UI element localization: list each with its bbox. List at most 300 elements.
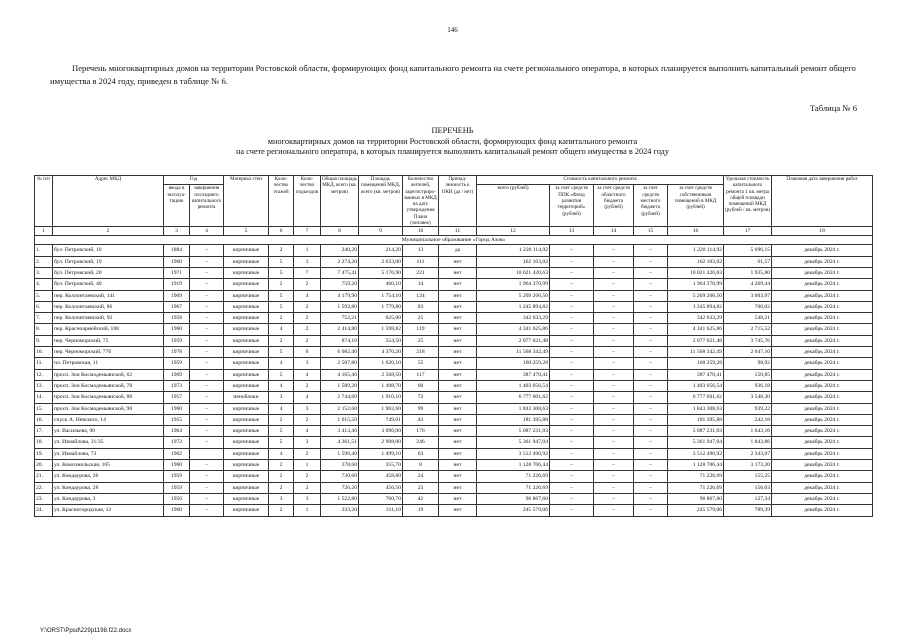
- cell-entrances: 2: [294, 279, 321, 290]
- cell-unit-cost: 4 269,44: [724, 279, 772, 290]
- cell-cost-total: 1 128 706,44: [477, 460, 550, 471]
- cell-cost-local: –: [634, 369, 668, 380]
- cell-address: ул. Измайлова, 31/35: [53, 437, 164, 448]
- cell-cost-total: 2 077 021,48: [477, 335, 550, 346]
- cell-floors: 4: [269, 403, 294, 414]
- cell-okn: нет: [439, 358, 477, 369]
- cell-cost-owners: 181 395,88: [668, 414, 724, 425]
- cell-cost-local: –: [634, 493, 668, 504]
- cell-total-area: 752,21: [321, 313, 359, 324]
- cell-floors: 5: [269, 437, 294, 448]
- header-premises-area: Площадь помещений МКД, всего (кв. метров): [359, 176, 403, 227]
- cell-cost-local: –: [634, 245, 668, 256]
- cell-entrances: 3: [294, 403, 321, 414]
- cell-year-repair: –: [190, 324, 224, 335]
- cell-walls: кирпичные: [224, 335, 269, 346]
- cell-address: ул. Комсомольская, 165: [53, 460, 164, 471]
- cell-cost-local: –: [634, 392, 668, 403]
- cell-cost-owners: 1 403 056,54: [668, 380, 724, 391]
- table-row: [35, 471, 873, 482]
- cell-cost-owners: 6 777 601,62: [668, 392, 724, 403]
- cell-okn: нет: [439, 437, 477, 448]
- cell-cost-regional: –: [594, 493, 634, 504]
- cell-cost-local: –: [634, 403, 668, 414]
- cell-unit-cost: 242,18: [724, 414, 772, 425]
- cell-cost-local: –: [634, 347, 668, 358]
- cell-cost-owners: 387 470,41: [668, 369, 724, 380]
- cell-num: 8.: [35, 324, 53, 335]
- cell-cost-owners: 1 843 308,63: [668, 403, 724, 414]
- cell-deadline: декабрь 2024 г.: [772, 437, 873, 448]
- table-row: [35, 290, 873, 301]
- cell-cost-local: –: [634, 256, 668, 267]
- cell-total-area: 378,60: [321, 460, 359, 471]
- cell-cost-local: –: [634, 267, 668, 278]
- cell-entrances: 1: [294, 245, 321, 256]
- cell-okn: нет: [439, 505, 477, 516]
- cell-entrances: 4: [294, 369, 321, 380]
- column-number-row: [35, 227, 873, 236]
- header-cost: Стоимость капитального ремонта: [477, 176, 724, 185]
- cell-deadline: декабрь 2024 г.: [772, 426, 873, 437]
- cell-cost-total: 1 403 056,54: [477, 380, 550, 391]
- cell-cost-owners: 342 633,29: [668, 313, 724, 324]
- cell-cost-owners: 4 341 625,86: [668, 324, 724, 335]
- cell-deadline: декабрь 2024 г.: [772, 448, 873, 459]
- cell-num: 21.: [35, 471, 53, 482]
- footer-path: Y:\ORST\Ppsd\229p1198.f22.docx: [40, 628, 132, 634]
- cell-total-area: 7 475,41: [321, 267, 359, 278]
- cell-okn: нет: [439, 414, 477, 425]
- cell-cost-owners: 1 128 706,44: [668, 460, 724, 471]
- cell-num: 13.: [35, 380, 53, 391]
- cell-walls: кирпичные: [224, 448, 269, 459]
- cell-walls: кирпичные: [224, 301, 269, 312]
- cell-okn: нет: [439, 267, 477, 278]
- cell-cost-owners: 160 259,28: [668, 358, 724, 369]
- cell-total-area: 759,20: [321, 279, 359, 290]
- cell-year-repair: [190, 448, 224, 459]
- cell-total-area: 1 592,80: [321, 301, 359, 312]
- cell-cost-fund: –: [550, 301, 594, 312]
- cell-floors: 4: [269, 358, 294, 369]
- cell-num: 1.: [35, 245, 53, 256]
- cell-deadline: декабрь 2024 г.: [772, 245, 873, 256]
- cell-total-area: 4 165,40: [321, 369, 359, 380]
- cell-deadline: декабрь 2024 г.: [772, 403, 873, 414]
- cell-residents: 14: [403, 279, 439, 290]
- cell-num: 19.: [35, 448, 53, 459]
- table-row: [35, 448, 873, 459]
- cell-walls: кирпичные: [224, 358, 269, 369]
- cell-premises-area: 4 370,20: [359, 347, 403, 358]
- cell-entrances: 2: [294, 448, 321, 459]
- cell-cost-regional: –: [594, 290, 634, 301]
- cell-num: 18.: [35, 437, 53, 448]
- cell-entrances: 4: [294, 392, 321, 403]
- cell-year-built: 1978: [164, 347, 190, 358]
- header-cost-total: всего (рублей): [477, 185, 550, 227]
- cell-year-repair: –: [190, 347, 224, 358]
- cell-floors: 2: [269, 471, 294, 482]
- cell-cost-regional: –: [594, 267, 634, 278]
- column-number: 4: [190, 227, 224, 236]
- cell-cost-regional: –: [594, 369, 634, 380]
- cell-okn: нет: [439, 426, 477, 437]
- cell-total-area: 2 507,80: [321, 358, 359, 369]
- section-row: [35, 236, 873, 245]
- cell-cost-regional: –: [594, 505, 634, 516]
- cell-cost-owners: 1 964 370,99: [668, 279, 724, 290]
- cell-walls: кирпичные: [224, 347, 269, 358]
- cell-unit-cost: 150,85: [724, 369, 772, 380]
- cell-residents: 111: [403, 256, 439, 267]
- cell-entrances: 2: [294, 313, 321, 324]
- cell-num: 4.: [35, 279, 53, 290]
- column-number: 7: [294, 227, 321, 236]
- cell-total-area: 1 015,50: [321, 414, 359, 425]
- cell-entrances: 2: [294, 471, 321, 482]
- cell-cost-fund: –: [550, 414, 594, 425]
- cell-cost-owners: 245 579,06: [668, 505, 724, 516]
- cell-year-built: 1960: [164, 460, 190, 471]
- table-row: [35, 369, 873, 380]
- cell-cost-local: –: [634, 414, 668, 425]
- cell-walls: кирпичные: [224, 482, 269, 493]
- cell-deadline: декабрь 2024 г.: [772, 482, 873, 493]
- cell-walls: кирпичные: [224, 493, 269, 504]
- cell-floors: 2: [269, 505, 294, 516]
- cell-residents: 218: [403, 347, 439, 358]
- cell-cost-regional: –: [594, 245, 634, 256]
- cell-entrances: 6: [294, 347, 321, 358]
- column-number: 8: [321, 227, 359, 236]
- header-cost-owners: за счет средств собственников помещений в МКД (рублей): [668, 185, 724, 227]
- cell-cost-total: 4 341 625,86: [477, 324, 550, 335]
- cell-cost-owners: 5 361 947,04: [668, 437, 724, 448]
- cell-cost-fund: –: [550, 347, 594, 358]
- cell-unit-cost: 2 715,52: [724, 324, 772, 335]
- cell-address: ул. Кондаурова, 3: [53, 493, 164, 504]
- cell-walls: кирпичные: [224, 426, 269, 437]
- cell-total-area: 730,60: [321, 471, 359, 482]
- cell-year-built: 1960: [164, 324, 190, 335]
- table-row: [35, 380, 873, 391]
- cell-cost-total: 71 226,69: [477, 482, 550, 493]
- cell-premises-area: 3 096,00: [359, 426, 403, 437]
- repair-table: [34, 175, 873, 517]
- cell-cost-fund: –: [550, 460, 594, 471]
- cell-cost-owners: 2 077 021,48: [668, 335, 724, 346]
- cell-cost-fund: –: [550, 380, 594, 391]
- cell-floors: 3: [269, 493, 294, 504]
- cell-cost-owners: 71 226,69: [668, 471, 724, 482]
- cell-floors: 5: [269, 301, 294, 312]
- cell-year-built: 1955: [164, 414, 190, 425]
- cell-cost-regional: –: [594, 335, 634, 346]
- cell-okn: нет: [439, 335, 477, 346]
- cell-premises-area: 1 910,10: [359, 392, 403, 403]
- cell-num: 5.: [35, 290, 53, 301]
- cell-okn: да: [439, 245, 477, 256]
- cell-cost-fund: –: [550, 505, 594, 516]
- cell-residents: 25: [403, 313, 439, 324]
- cell-unit-cost: 548,21: [724, 313, 772, 324]
- cell-year-repair: –: [190, 369, 224, 380]
- cell-cost-local: –: [634, 324, 668, 335]
- cell-address: бул. Петровский, 10: [53, 245, 164, 256]
- cell-cost-owners: 3 512 490,92: [668, 448, 724, 459]
- cell-premises-area: 1 598,82: [359, 324, 403, 335]
- table-body: [35, 245, 873, 516]
- table-heading: [0, 126, 905, 158]
- table-row: [35, 324, 873, 335]
- cell-cost-regional: –: [594, 324, 634, 335]
- cell-unit-cost: 155,25: [724, 471, 772, 482]
- cell-year-repair: –: [190, 426, 224, 437]
- column-number: 16: [668, 227, 724, 236]
- cell-address: пер. Коллонтаевский, 141: [53, 290, 164, 301]
- cell-okn: нет: [439, 324, 477, 335]
- cell-floors: 3: [269, 392, 294, 403]
- column-number: 13: [550, 227, 594, 236]
- cell-year-repair: –: [190, 403, 224, 414]
- cell-premises-area: 1 754,10: [359, 290, 403, 301]
- cell-cost-regional: –: [594, 301, 634, 312]
- table-row: [35, 505, 873, 516]
- cell-address: бул. Петровский, 19: [53, 256, 164, 267]
- cell-cost-local: –: [634, 482, 668, 493]
- cell-address: просп. Зои Космодемьянской, 88: [53, 392, 164, 403]
- cell-cost-fund: –: [550, 267, 594, 278]
- cell-residents: 246: [403, 437, 439, 448]
- cell-okn: нет: [439, 313, 477, 324]
- cell-cost-local: –: [634, 460, 668, 471]
- cell-okn: нет: [439, 256, 477, 267]
- cell-cost-regional: –: [594, 347, 634, 358]
- cell-unit-cost: 936,18: [724, 380, 772, 391]
- heading-line-2: на счете регионального оператора, в которых планируется выполнить капитальный ремонт общего имущества в 2024 году: [235, 147, 669, 156]
- cell-unit-cost: 2 343,07: [724, 448, 772, 459]
- cell-num: 24.: [35, 505, 53, 516]
- cell-cost-fund: –: [550, 493, 594, 504]
- cell-total-area: 333,20: [321, 505, 359, 516]
- cell-premises-area: 1 499,10: [359, 448, 403, 459]
- cell-total-area: 1 589,20: [321, 380, 359, 391]
- cell-residents: 19: [403, 505, 439, 516]
- cell-cost-regional: –: [594, 414, 634, 425]
- cell-floors: 2: [269, 460, 294, 471]
- cell-year-repair: –: [190, 358, 224, 369]
- cell-cost-local: –: [634, 426, 668, 437]
- cell-address: пер. Коллонтаевский, 86: [53, 301, 164, 312]
- cell-address: ул. Измайлова, 73: [53, 448, 164, 459]
- column-number: 17: [724, 227, 772, 236]
- cell-cost-owners: 96 867,60: [668, 493, 724, 504]
- cell-walls: кирпичные: [224, 324, 269, 335]
- cell-address: бул. Петровский, 20: [53, 267, 164, 278]
- cell-cost-total: 10 021 420,63: [477, 267, 550, 278]
- cell-cost-fund: –: [550, 324, 594, 335]
- cell-okn: нет: [439, 369, 477, 380]
- cell-entrances: 2: [294, 301, 321, 312]
- cell-year-repair: –: [190, 313, 224, 324]
- cell-num: 17.: [35, 426, 53, 437]
- table-row: [35, 403, 873, 414]
- cell-unit-cost: 61,57: [724, 256, 772, 267]
- cell-cost-total: 5 269 266,50: [477, 290, 550, 301]
- cell-num: 23.: [35, 493, 53, 504]
- cell-residents: 119: [403, 324, 439, 335]
- cell-year-repair: –: [190, 380, 224, 391]
- cell-walls: кирпичные: [224, 380, 269, 391]
- cell-num: 22.: [35, 482, 53, 493]
- cell-entrances: 7: [294, 267, 321, 278]
- cell-num: 14.: [35, 392, 53, 403]
- header-year: Год: [164, 176, 224, 185]
- cell-entrances: 2: [294, 324, 321, 335]
- cell-okn: нет: [439, 448, 477, 459]
- cell-premises-area: 355,70: [359, 460, 403, 471]
- cell-deadline: декабрь 2024 г.: [772, 347, 873, 358]
- cell-total-area: 3 413,40: [321, 426, 359, 437]
- cell-cost-fund: –: [550, 335, 594, 346]
- cell-deadline: декабрь 2024 г.: [772, 460, 873, 471]
- column-number: 9: [359, 227, 403, 236]
- cell-year-built: 1964: [164, 426, 190, 437]
- cell-floors: 5: [269, 369, 294, 380]
- cell-year-built: 1919: [164, 279, 190, 290]
- cell-cost-local: –: [634, 335, 668, 346]
- cell-year-built: 1884: [164, 245, 190, 256]
- table-row: [35, 493, 873, 504]
- cell-cost-total: 181 395,88: [477, 414, 550, 425]
- header-cost-local: за счет средств местного бюджета (рублей): [634, 185, 668, 227]
- cell-cost-total: 6 777 601,62: [477, 392, 550, 403]
- cell-walls: кирпичные: [224, 403, 269, 414]
- cell-cost-regional: –: [594, 313, 634, 324]
- cell-entrances: 2: [294, 482, 321, 493]
- header-okn: Принадлежность к ОКН (да / нет): [439, 176, 477, 227]
- cell-address: пл. Петровская, 11: [53, 358, 164, 369]
- column-number: 14: [594, 227, 634, 236]
- cell-walls: кирпичные: [224, 290, 269, 301]
- cell-walls: кирпичные: [224, 414, 269, 425]
- table-row: [35, 245, 873, 256]
- cell-deadline: декабрь 2024 г.: [772, 414, 873, 425]
- cell-floors: 5: [269, 290, 294, 301]
- cell-deadline: декабрь 2024 г.: [772, 392, 873, 403]
- cell-deadline: декабрь 2024 г.: [772, 369, 873, 380]
- cell-unit-cost: 3 003,97: [724, 290, 772, 301]
- cell-unit-cost: 1 643,16: [724, 426, 772, 437]
- cell-cost-local: –: [634, 471, 668, 482]
- cell-cost-total: 160 259,28: [477, 358, 550, 369]
- column-number: 2: [53, 227, 164, 236]
- cell-num: 10.: [35, 347, 53, 358]
- cell-cost-regional: –: [594, 426, 634, 437]
- cell-entrances: 4: [294, 426, 321, 437]
- cell-deadline: декабрь 2024 г.: [772, 301, 873, 312]
- cell-total-area: 874,10: [321, 335, 359, 346]
- cell-address: пер. Красноармейский, 108: [53, 324, 164, 335]
- cell-year-built: 1962: [164, 448, 190, 459]
- cell-floors: 4: [269, 380, 294, 391]
- cell-walls: кирпичные: [224, 471, 269, 482]
- cell-cost-local: –: [634, 358, 668, 369]
- cell-premises-area: 456,50: [359, 482, 403, 493]
- cell-year-built: 1958: [164, 313, 190, 324]
- column-number: 1: [35, 227, 53, 236]
- cell-premises-area: 749,01: [359, 414, 403, 425]
- table-row: [35, 256, 873, 267]
- cell-year-repair: –: [190, 482, 224, 493]
- cell-unit-cost: 3 745,76: [724, 335, 772, 346]
- cell-cost-local: –: [634, 279, 668, 290]
- cell-cost-total: 1 843 308,63: [477, 403, 550, 414]
- cell-unit-cost: 700,02: [724, 301, 772, 312]
- cell-premises-area: 1 620,10: [359, 358, 403, 369]
- cell-cost-total: 71 226,69: [477, 471, 550, 482]
- cell-premises-area: 1 498,70: [359, 380, 403, 391]
- cell-cost-owners: 5 087 231,03: [668, 426, 724, 437]
- cell-cost-regional: –: [594, 358, 634, 369]
- cell-cost-local: –: [634, 448, 668, 459]
- table-label: Таблица № 6: [809, 103, 857, 113]
- cell-entrances: 4: [294, 290, 321, 301]
- cell-cost-local: –: [634, 313, 668, 324]
- cell-walls: кирпичные: [224, 256, 269, 267]
- cell-entrances: 3: [294, 358, 321, 369]
- table-row: [35, 267, 873, 278]
- cell-cost-regional: –: [594, 392, 634, 403]
- cell-total-area: 2 414,80: [321, 324, 359, 335]
- cell-year-built: 1960: [164, 256, 190, 267]
- cell-floors: 4: [269, 324, 294, 335]
- cell-address: просп. Зои Космодемьянской, 78: [53, 380, 164, 391]
- cell-cost-regional: –: [594, 460, 634, 471]
- header-floors: Количество этажей: [269, 176, 294, 227]
- cell-cost-regional: –: [594, 482, 634, 493]
- cell-cost-fund: –: [550, 471, 594, 482]
- cell-cost-regional: –: [594, 437, 634, 448]
- cell-num: 7.: [35, 313, 53, 324]
- cell-cost-total: 5 361 947,04: [477, 437, 550, 448]
- cell-year-repair: –: [190, 437, 224, 448]
- cell-residents: 55: [403, 358, 439, 369]
- cell-year-built: 1967: [164, 301, 190, 312]
- cell-premises-area: 458,80: [359, 471, 403, 482]
- cell-okn: нет: [439, 301, 477, 312]
- cell-okn: нет: [439, 493, 477, 504]
- cell-deadline: декабрь 2024 г.: [772, 380, 873, 391]
- column-number: 11: [439, 227, 477, 236]
- cell-year-repair: –: [190, 256, 224, 267]
- cell-premises-area: 2 568,50: [359, 369, 403, 380]
- cell-year-built: 1957: [164, 392, 190, 403]
- cell-cost-owners: 5 269 266,50: [668, 290, 724, 301]
- cell-residents: 221: [403, 267, 439, 278]
- cell-residents: 117: [403, 369, 439, 380]
- cell-unit-cost: 789,39: [724, 505, 772, 516]
- cell-address: просп. Зои Космодемьянской, 90: [53, 403, 164, 414]
- cell-cost-owners: 1 220 114,92: [668, 245, 724, 256]
- cell-total-area: 6 082,40: [321, 347, 359, 358]
- cell-cost-total: 387 470,41: [477, 369, 550, 380]
- cell-walls: кирпичные: [224, 279, 269, 290]
- cell-num: 2.: [35, 256, 53, 267]
- cell-okn: нет: [439, 471, 477, 482]
